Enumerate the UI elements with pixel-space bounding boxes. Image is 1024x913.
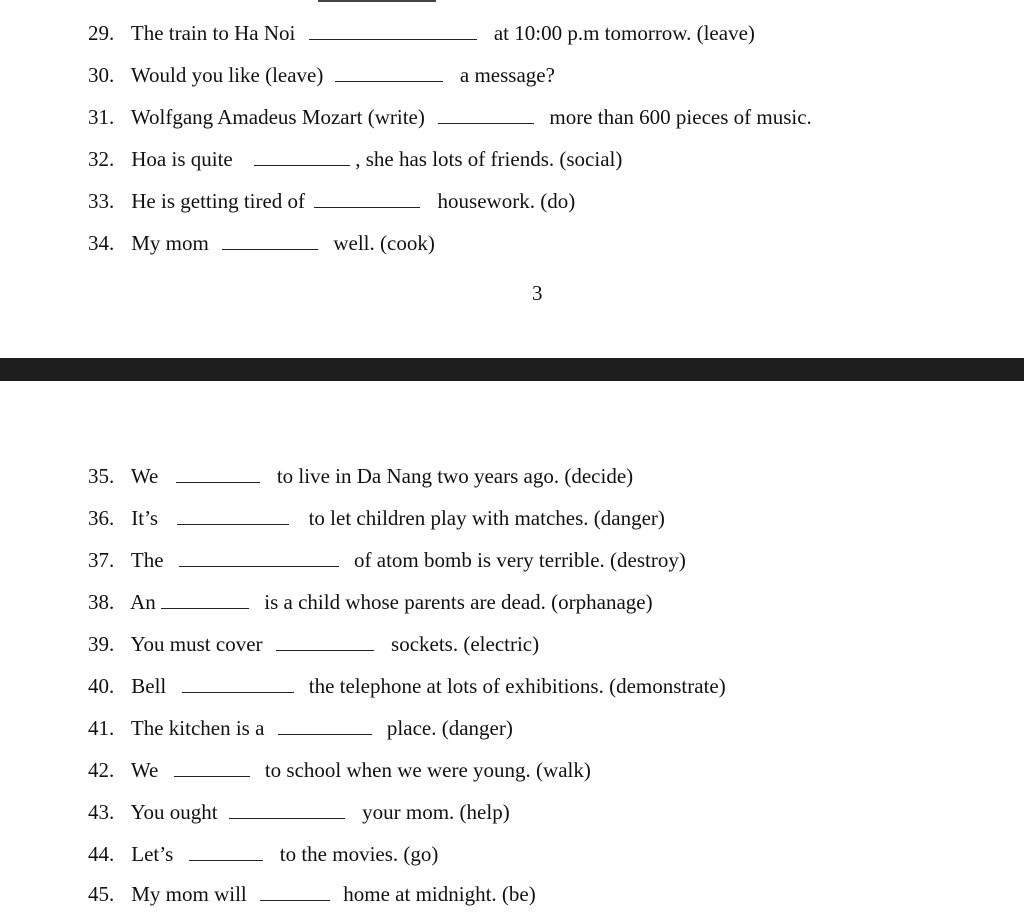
item-prompt-end: more than 600 pieces of music. [549, 105, 812, 129]
item-number: 35. [88, 464, 115, 488]
top-rule [318, 0, 436, 2]
item-prompt: He is getting tired of [131, 189, 306, 213]
answer-blank[interactable] [179, 548, 339, 567]
item-prompt-end: sockets. (electric) [391, 632, 540, 656]
exercise-item [88, 589, 653, 615]
item-number: 29. [88, 21, 115, 45]
answer-blank[interactable] [314, 189, 420, 208]
item-number: 42. [88, 758, 115, 782]
exercise-item [88, 463, 633, 489]
item-number: 34. [88, 231, 115, 255]
item-prompt: My mom will [131, 882, 247, 906]
item-prompt-end: , she has lots of friends. (social) [355, 147, 623, 171]
answer-blank[interactable] [254, 147, 350, 166]
item-prompt: We [130, 758, 159, 782]
exercise-item [88, 230, 435, 256]
item-number: 32. [88, 147, 115, 171]
item-prompt-end: to the movies. (go) [279, 842, 439, 866]
answer-blank[interactable] [189, 842, 263, 861]
exercise-item [88, 188, 575, 214]
item-number: 30. [88, 63, 115, 87]
item-prompt: Bell [131, 674, 167, 698]
answer-blank[interactable] [229, 800, 345, 819]
exercise-item [88, 631, 539, 657]
page-number: 3 [532, 281, 543, 305]
answer-blank[interactable] [278, 716, 372, 735]
item-prompt: You ought [130, 800, 218, 824]
item-prompt: The train to Ha Noi [130, 21, 296, 45]
exercise-item [88, 505, 665, 531]
worksheet-page-top [0, 0, 1024, 358]
item-prompt: My mom [131, 231, 209, 255]
item-number: 31. [88, 105, 115, 129]
item-number: 33. [88, 189, 115, 213]
item-number: 38. [88, 590, 115, 614]
answer-blank[interactable] [161, 590, 249, 609]
exercise-item [88, 673, 726, 699]
answer-blank[interactable] [438, 105, 534, 124]
item-prompt-end: at 10:00 p.m tomorrow. (leave) [493, 21, 755, 45]
answer-blank[interactable] [182, 674, 294, 693]
exercise-item [88, 715, 513, 741]
exercise-item [88, 841, 438, 867]
item-prompt-end: to live in Da Nang two years ago. (decide) [276, 464, 634, 488]
item-prompt: You must cover [130, 632, 263, 656]
item-prompt: We [130, 464, 159, 488]
answer-blank[interactable] [176, 464, 260, 483]
item-prompt: Would you like (leave) [130, 63, 324, 87]
item-prompt-end: is a child whose parents are dead. (orphanage) [264, 590, 653, 614]
item-prompt-end: place. (danger) [386, 716, 513, 740]
item-prompt-end: to school when we were young. (walk) [264, 758, 591, 782]
exercise-item [88, 799, 510, 825]
item-prompt: Wolfgang Amadeus Mozart (write) [130, 105, 425, 129]
item-number: 43. [88, 800, 115, 824]
item-prompt: Hoa is quite [131, 147, 233, 171]
item-number: 41. [88, 716, 115, 740]
item-prompt: An [130, 590, 156, 614]
item-prompt-end: well. (cook) [333, 231, 435, 255]
exercise-item [88, 104, 812, 130]
answer-blank[interactable] [309, 21, 477, 40]
exercise-item [88, 757, 591, 783]
item-prompt-end: home at midnight. (be) [343, 882, 536, 906]
exercise-item [88, 547, 686, 573]
item-number: 37. [88, 548, 115, 572]
item-number: 39. [88, 632, 115, 656]
answer-blank[interactable] [260, 882, 330, 901]
item-prompt-end: your mom. (help) [362, 800, 510, 824]
answer-blank[interactable] [276, 632, 374, 651]
item-prompt: The kitchen is a [130, 716, 265, 740]
item-prompt-end: housework. (do) [437, 189, 576, 213]
exercise-item [88, 62, 555, 88]
item-number: 45. [88, 882, 115, 906]
item-prompt-end: a message? [459, 63, 555, 87]
item-number: 44. [88, 842, 115, 866]
answer-blank[interactable] [222, 231, 318, 250]
item-number: 36. [88, 506, 115, 530]
exercise-item [88, 146, 622, 172]
exercise-item [88, 20, 755, 46]
item-prompt: Let’s [131, 842, 174, 866]
page-separator [0, 358, 1024, 381]
answer-blank[interactable] [335, 63, 443, 82]
item-prompt-end: the telephone at lots of exhibitions. (demonstrate) [308, 674, 726, 698]
answer-blank[interactable] [174, 758, 250, 777]
item-prompt-end: of atom bomb is very terrible. (destroy) [354, 548, 686, 572]
item-prompt-end: to let children play with matches. (danger) [308, 506, 665, 530]
item-number: 40. [88, 674, 115, 698]
answer-blank[interactable] [177, 506, 289, 525]
worksheet-page-bottom [0, 381, 1024, 913]
item-prompt: The [130, 548, 164, 572]
item-prompt: It’s [131, 506, 159, 530]
exercise-item [88, 881, 536, 907]
